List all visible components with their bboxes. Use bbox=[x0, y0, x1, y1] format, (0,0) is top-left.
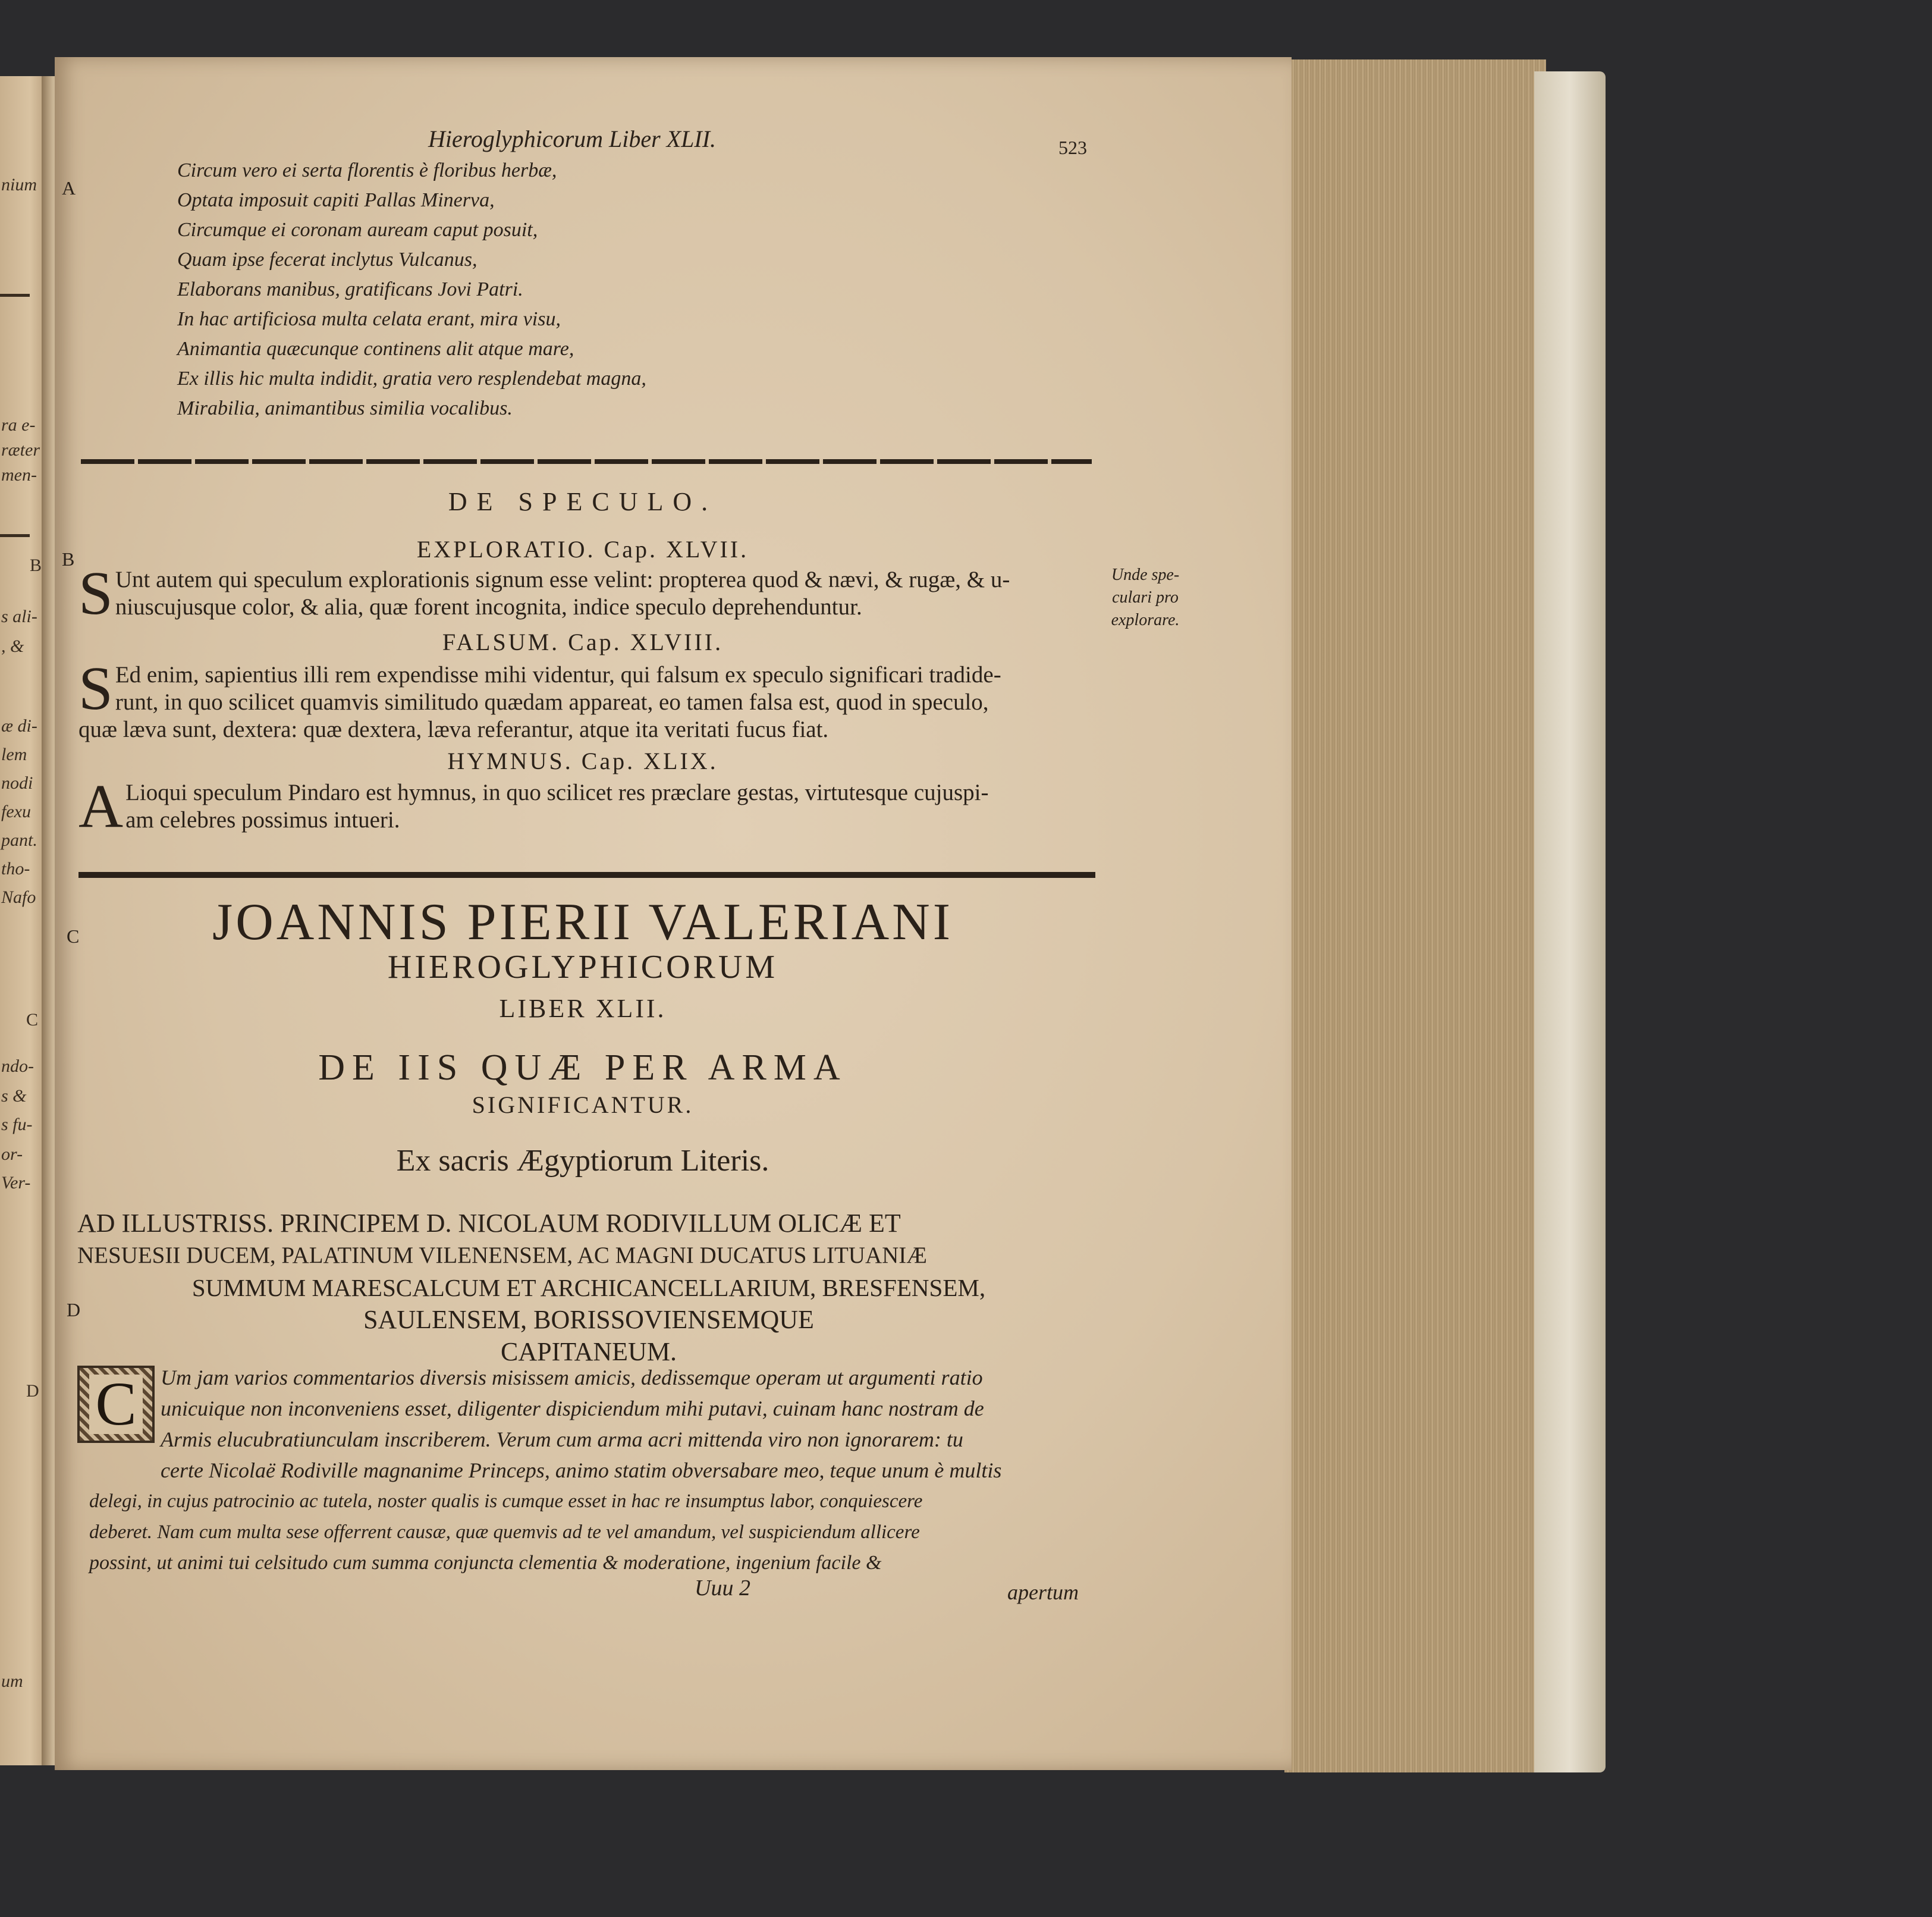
left-page-fragment: or- bbox=[1, 1144, 23, 1164]
left-page-fragment: , & bbox=[1, 636, 24, 656]
drop-cap: A bbox=[78, 772, 124, 840]
left-page-rule bbox=[0, 534, 30, 537]
left-page-fragment: ndo- bbox=[1, 1056, 34, 1076]
drop-cap: S bbox=[78, 559, 113, 628]
left-page-fragment: men- bbox=[1, 465, 37, 485]
dedication-line: CAPITANEUM. bbox=[501, 1337, 677, 1366]
drop-cap: S bbox=[78, 654, 113, 723]
left-page-fragment: nium bbox=[1, 175, 37, 194]
left-page-fragment: fexu bbox=[1, 802, 31, 821]
verse-line: Optata imposuit capiti Pallas Minerva, bbox=[177, 189, 495, 211]
letter-line: Um jam varios commentarios diversis misissem amicis, dedissemque operam ut argumenti ratio bbox=[161, 1366, 983, 1389]
margin-letter-c: C bbox=[67, 925, 80, 947]
text-line: Ed enim, sapientius illi rem expendisse mihi videntur, qui falsum ex speculo significari tradide- bbox=[115, 662, 1001, 688]
letter-line: delegi, in cujus patrocinio ac tutela, noster qualis is cumque esset in hac re insumptus labor, conquiescere bbox=[89, 1491, 923, 1512]
catchword: apertum bbox=[1007, 1580, 1079, 1604]
text-line: quæ læva sunt, dextera: quæ dextera, læva referantur, atque ita veritati fucus fiat. bbox=[78, 717, 829, 742]
margin-note-line: Unde spe- bbox=[1111, 566, 1180, 584]
letter-line: deberet. Nam cum multa sese offerrent causæ, quæ quemvis ad te vel amandum, vel suspiciendum allicere bbox=[89, 1521, 920, 1543]
left-page-fragment: ra e- bbox=[1, 415, 36, 435]
chapter-heading: EXPLORATIO. Cap. XLVII. bbox=[416, 536, 749, 563]
verse-line: Elaborans manibus, gratificans Jovi Patri. bbox=[177, 278, 523, 300]
signature-mark: Uuu 2 bbox=[695, 1576, 750, 1601]
section-rule bbox=[81, 459, 1092, 464]
text-line: Lioqui speculum Pindaro est hymnus, in quo scilicet res præclare gestas, virtutesque cujuspi- bbox=[125, 780, 989, 805]
letter-line: certe Nicolaë Rodiville magnanime Princeps, animo statim obversabare meo, teque unum è multis bbox=[161, 1458, 1002, 1482]
title-rule bbox=[78, 872, 1095, 878]
left-page-fragment: s fu- bbox=[1, 1115, 33, 1134]
dedication-line: NESUESII DUCEM, PALATINUM VILENENSEM, AC MAGNI DUCATUS LITUANIÆ bbox=[77, 1243, 927, 1268]
dedication-line: SAULENSEM, BORISSOVIENSEMQUE bbox=[363, 1305, 814, 1334]
left-page-fragment: s & bbox=[1, 1086, 27, 1106]
dedication-line: AD ILLUSTRISS. PRINCIPEM D. NICOLAUM RODIVILLUM OLICÆ ET bbox=[77, 1209, 901, 1238]
book-title-liber: LIBER XLII. bbox=[499, 994, 667, 1023]
dedicatory-letter bbox=[89, 1362, 1100, 1579]
book-title-subject: DE IIS QUÆ PER ARMA bbox=[318, 1047, 847, 1088]
margin-letter-d: D bbox=[67, 1299, 81, 1320]
section-title: DE SPECULO. bbox=[448, 487, 718, 516]
book-title-source: Ex sacris Ægyptiorum Literis. bbox=[396, 1144, 769, 1178]
dedication-line: SUMMUM MARESCALCUM ET ARCHICANCELLARIUM, BRESFENSEM, bbox=[191, 1274, 986, 1301]
letter-line: Armis elucubratiunculam inscriberem. Verum cum arma acri mittenda viro non ignorarem: tu bbox=[161, 1427, 963, 1451]
book-title-author: JOANNIS PIERII VALERIANI bbox=[212, 893, 954, 951]
running-head: Hieroglyphicorum Liber XLII. bbox=[428, 126, 717, 152]
left-page-fragment: s ali- bbox=[1, 607, 37, 626]
margin-letter-b: B bbox=[62, 548, 75, 570]
left-page-fragment: Ver- bbox=[1, 1173, 31, 1193]
book-title-subject-2: SIGNIFICANTUR. bbox=[472, 1091, 694, 1118]
verse-line: Mirabilia, animantibus similia vocalibus. bbox=[177, 397, 513, 419]
margin-note bbox=[1092, 564, 1199, 632]
chapter-heading: FALSUM. Cap. XLVIII. bbox=[442, 629, 724, 655]
text-line: am celebres possimus intueri. bbox=[125, 807, 400, 833]
left-page-fragment: æ di- bbox=[1, 716, 37, 736]
left-page-fragment: ræter bbox=[1, 440, 40, 460]
text-line: niuscujusque color, & alia, quæ forent incognita, indice speculo deprehenduntur. bbox=[115, 594, 862, 620]
left-page-fragment: D bbox=[26, 1381, 39, 1401]
chapter-text bbox=[78, 772, 1095, 840]
verse-line: Quam ipse fecerat inclytus Vulcanus, bbox=[177, 249, 477, 271]
left-page-fragment: um bbox=[1, 1671, 23, 1691]
verse-block bbox=[177, 156, 646, 423]
left-page-fragment: Nafo bbox=[1, 887, 36, 907]
margin-letter-a: A bbox=[62, 177, 76, 199]
chapter-heading: HYMNUS. Cap. XLIX. bbox=[447, 748, 718, 774]
left-page-fragment: pant. bbox=[1, 830, 37, 850]
text-line: Unt autem qui speculum explorationis signum esse velint: propterea quod & nævi, & rugæ, & u- bbox=[115, 567, 1010, 592]
text-line: runt, in quo scilicet quamvis similitudo quædam appareat, eo tamen falsa est, quod in speculo, bbox=[115, 689, 989, 715]
verse-line: Animantia quæcunque continens alit atque mare, bbox=[177, 338, 574, 360]
left-page-fragment: C bbox=[26, 1010, 39, 1030]
letter-line: possint, ut animi tui celsitudo cum summa conjuncta clementia & moderatione, ingenium facile & bbox=[89, 1552, 882, 1574]
letter-line: unicuique non inconveniens esset, diligenter dispiciendum mihi putavi, cuinam hanc nostram de bbox=[161, 1397, 984, 1420]
book-title-work: HIEROGLYPHICORUM bbox=[387, 949, 778, 986]
verse-line: Ex illis hic multa indidit, gratia vero resplendebat magna, bbox=[177, 368, 646, 390]
chapter-text bbox=[78, 654, 1095, 743]
vellum-cover bbox=[1534, 71, 1606, 1772]
verse-line: In hac artificiosa multa celata erant, mira visu, bbox=[177, 308, 561, 330]
margin-note-line: explorare. bbox=[1111, 611, 1180, 629]
margin-note-line: culari pro bbox=[1112, 588, 1179, 607]
left-page-fragment: tho- bbox=[1, 859, 30, 879]
verse-line: Circumque ei coronam auream caput posuit, bbox=[177, 219, 538, 241]
left-page-fragment: lem bbox=[1, 745, 27, 764]
page-block-edge bbox=[1284, 59, 1546, 1772]
ornate-initial-letter: C bbox=[89, 1375, 142, 1434]
chapter-text bbox=[78, 559, 1095, 628]
dedication bbox=[77, 1207, 1100, 1368]
left-page-fragment: nodi bbox=[1, 773, 33, 793]
page-number: 523 bbox=[1058, 137, 1087, 158]
left-page-rule bbox=[0, 294, 30, 297]
verse-line: Circum vero ei serta florentis è floribus herbæ, bbox=[177, 159, 557, 181]
left-page-fragment: B bbox=[30, 556, 42, 575]
